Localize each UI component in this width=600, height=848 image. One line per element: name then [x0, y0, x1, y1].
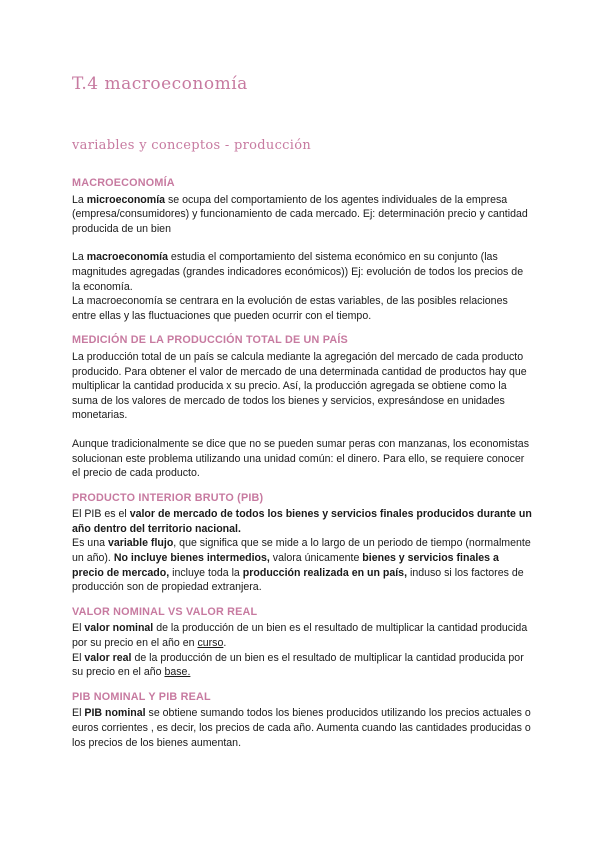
page-subtitle: variables y conceptos - producción — [72, 138, 312, 153]
text-run: se ocupa del comportamiento de los agentes individuales de la empresa (empresa/consumidores) y funcionamiento de cada mercado. Ej: determinación precio y cantidad producida de un bien — [72, 193, 528, 235]
paragraph: La macroeconomía se centrara en la evolución de estas variables, de las posibles relaciones entre ellas y las fluctuaciones que pueden ocurrir con el tiempo. — [72, 295, 508, 322]
text-run: . — [223, 637, 227, 650]
section-medicion-produccion — [72, 333, 532, 480]
text-run: estudia el comportamiento del sistema económico en su conjunto (las magnitudes agregadas (grandes indicadores económicos)) Ej: evolución de todos los precios de la economía. — [72, 251, 524, 293]
text-run: de la producción de un bien es el resultado de multiplicar la cantidad producida por su precio en el año en — [72, 622, 528, 650]
paragraph — [72, 507, 532, 536]
text-run: Es una — [72, 537, 108, 550]
paragraph — [72, 651, 532, 680]
bold-term: valor de mercado de todos los bienes y servicios finales producidos durante un año dentro del territorio nacional. — [72, 508, 532, 535]
section-heading: MEDICIÓN DE LA PRODUCCIÓN TOTAL DE UN PAÍS — [72, 334, 348, 347]
bold-term: valor real — [84, 651, 132, 664]
section-heading: VALOR NOMINAL VS VALOR REAL — [72, 605, 258, 618]
paragraph — [72, 193, 532, 237]
bold-term: microeconomía — [86, 193, 166, 206]
paragraph: Aunque tradicionalmente se dice que no se pueden sumar peras con manzanas, los economistas solucionan este problema utilizando una unidad común: el dinero. Para ello, se requiere conocer el precio de cada producto. — [72, 437, 529, 480]
bold-term: PIB nominal — [84, 707, 146, 720]
section-macroeconomia — [72, 176, 532, 323]
section-valor-nominal-real — [72, 605, 532, 680]
underlined-term: base. — [164, 666, 191, 679]
text-run: incluye toda la — [169, 566, 243, 579]
section-pib — [72, 491, 532, 595]
paragraph — [72, 250, 532, 294]
text-run: valora únicamente — [269, 552, 363, 565]
section-heading: MACROECONOMÍA — [72, 177, 175, 189]
text-run: El PIB es el — [72, 508, 130, 521]
paragraph: La producción total de un país se calcula mediante la agregación del mercado de cada producto producido. Para obtener el valor de mercado de una determinada cantidad de productos hay que multiplicar la cantidad producida x su precio. Así, la producción agregada se obtiene como la suma de los valores de mercado de todos los bienes y servicios, expresándose en unidades monetarias. — [72, 350, 527, 422]
bold-term: variable flujo — [107, 537, 174, 550]
paragraph — [72, 706, 532, 750]
text-run: induso si los factores de producción son de propiedad extranjera. — [72, 566, 524, 594]
page-title: T.4 macroeconomía — [72, 74, 248, 94]
paragraph — [72, 536, 532, 594]
text-run: El — [72, 622, 85, 635]
bold-term: No incluye bienes intermedios, — [113, 552, 270, 565]
bold-term: macroeconomía — [86, 251, 168, 264]
text-run: se obtiene sumando todos los bienes producidos utilizando los precios actuales o euros corrientes , es decir, los precios de cada año. Aumenta cuando las cantidades producidas o los precios de los bienes aumentan. — [72, 707, 531, 749]
section-heading: PIB NOMINAL Y PIB REAL — [72, 690, 211, 703]
bold-term: producción realizada en un país, — [242, 566, 408, 579]
section-pib-nominal-real — [72, 690, 532, 750]
text-run: de la producción de un bien es el resultado de multiplicar la cantidad producida por su precio en el año — [72, 651, 524, 679]
section-heading: PRODUCTO INTERIOR BRUTO (PIB) — [72, 491, 264, 504]
text-run: , que significa que se mide a lo largo de un periodo de tiempo (normalmente un año). — [72, 537, 531, 565]
content-body — [72, 176, 532, 750]
paragraph — [72, 621, 532, 650]
bold-term: bienes y servicios finales a precio de mercado, — [72, 552, 499, 579]
underlined-term: curso — [197, 637, 224, 650]
text-run: La — [72, 251, 87, 264]
bold-term: valor nominal — [84, 622, 154, 635]
text-run: El — [72, 707, 85, 720]
text-run: La — [72, 193, 87, 206]
text-run: El — [72, 651, 85, 664]
